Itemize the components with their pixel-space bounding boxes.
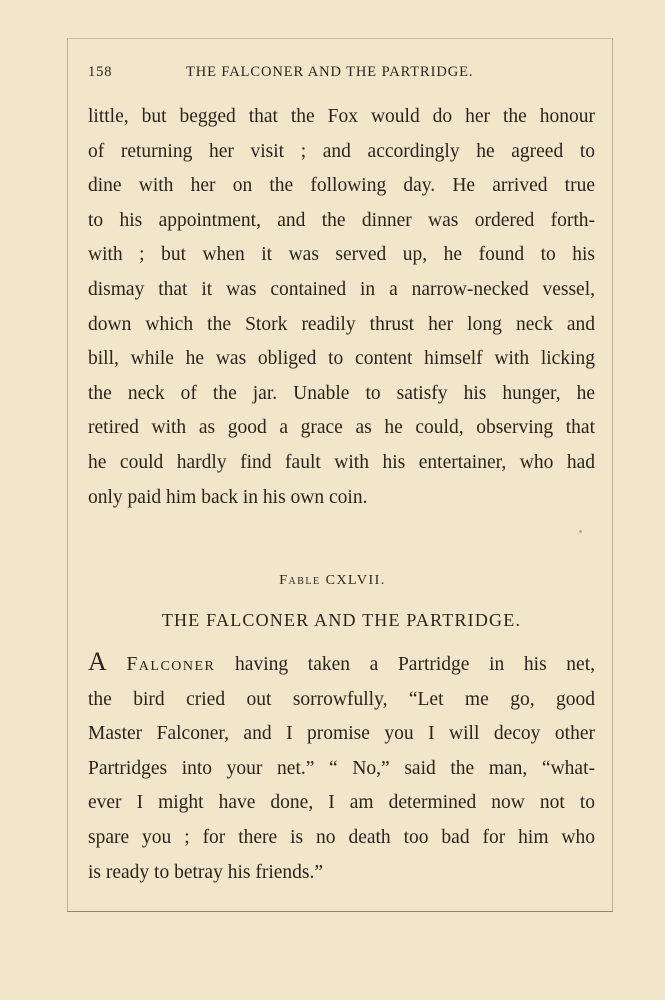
- running-header: [88, 64, 500, 84]
- text-line: ever I might have done, I am determined now not to: [88, 792, 595, 814]
- text-line: with ; but when it was served up, he found to his: [88, 244, 595, 266]
- fable-paragraph: [88, 648, 595, 890]
- text-line: Master Falconer, and I promise you I will decoy other: [88, 723, 595, 745]
- continued-paragraph: [88, 100, 595, 515]
- text-line: bill, while he was obliged to content himself with licking: [88, 348, 595, 370]
- text-line: spare you ; for there is no death too bad for him who: [88, 826, 595, 848]
- text-line: little, but begged that the Fox would do her the honour: [88, 106, 595, 127]
- running-title: THE FALCONER AND THE PARTRIDGE.: [186, 64, 474, 80]
- opening-word: Falconer: [126, 654, 216, 675]
- text-line: Partridges into your net.” “ No,” said the man, “what-: [88, 757, 595, 779]
- text-line: dismay that it was contained in a narrow-necked vessel,: [88, 278, 595, 300]
- page-number: 158: [88, 64, 113, 80]
- first-line-rest: having taken a Partridge in his net,: [215, 654, 596, 675]
- paper-speck: [579, 530, 582, 533]
- fable-title: THE FALCONER AND THE PARTRIDGE.: [161, 610, 522, 630]
- text-line: the bird cried out sorrowfully, “Let me go, good: [88, 688, 595, 710]
- text-line: of returning her visit ; and accordingly he agreed to: [88, 140, 595, 162]
- text-line: down which the Stork readily thrust her long neck and: [88, 313, 595, 335]
- text-line: retired with as good a grace as he could, observing that: [88, 417, 595, 439]
- text-line: is ready to betray his friends.”: [88, 861, 324, 883]
- fable-first-line: [88, 648, 595, 683]
- text-line: the neck of the jar. Unable to satisfy his hunger, he: [88, 382, 595, 404]
- fable-number: Fable CXLVII.: [279, 573, 386, 588]
- text-line: dine with her on the following day. He arrived true: [88, 175, 595, 197]
- text-line: to his appointment, and the dinner was ordered forth-: [88, 209, 595, 231]
- text-line: he could hardly find fault with his entertainer, who had: [88, 451, 595, 473]
- drop-cap: A: [88, 647, 107, 676]
- text-line: only paid him back in his own coin.: [88, 486, 368, 508]
